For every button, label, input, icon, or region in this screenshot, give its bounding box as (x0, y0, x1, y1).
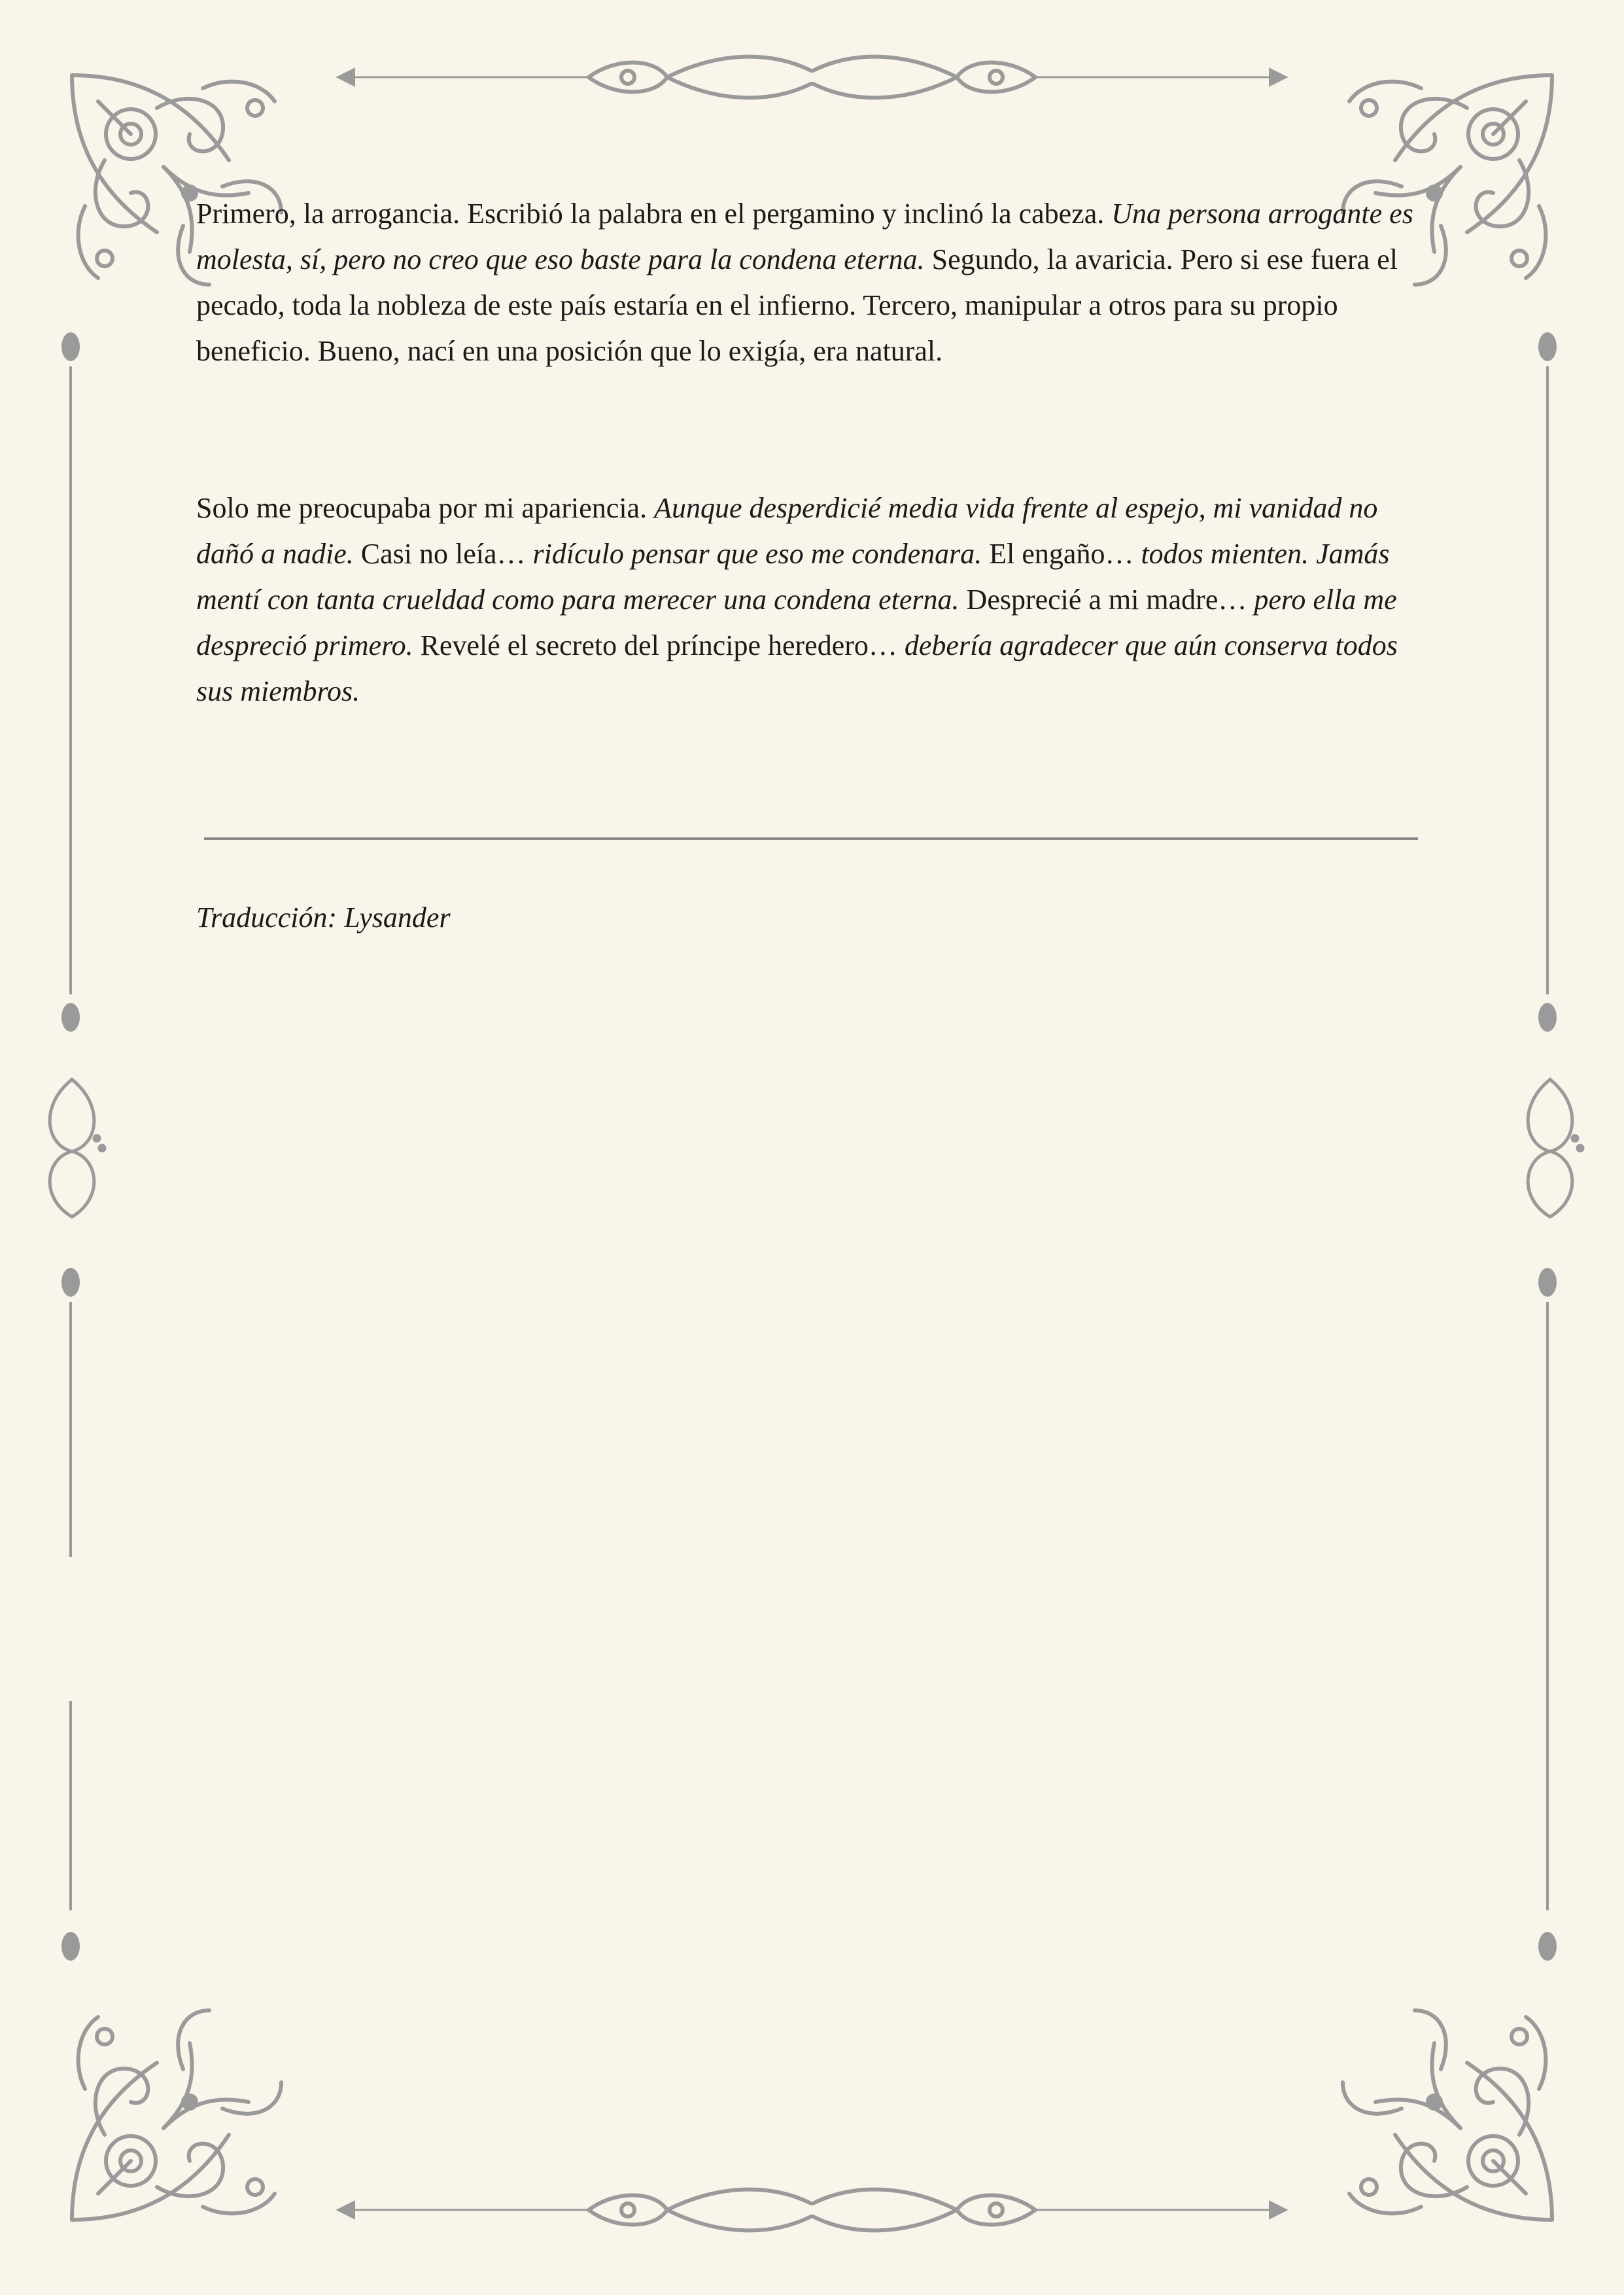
text-run: Primero, la arrogancia. Escribió la palabra en el pergamino y inclinó la cabeza. (196, 198, 1112, 230)
top-flourish-right (813, 57, 1284, 98)
document-body (196, 191, 1426, 714)
italic-run: ridículo pensar que eso me condenara. (532, 538, 982, 570)
translator-credit: Traducción: Lysander (196, 902, 451, 934)
italic-run: Aunque desperdicié media vida frente al espejo, mi vanidad no dañó a nadie. (196, 492, 1378, 570)
bottom-flourish-right (813, 2190, 1284, 2231)
side-scroll-right (1528, 1079, 1583, 1217)
italic-run: Una persona arrogante es molesta, sí, pero no creo que eso baste para la condena eterna. (196, 198, 1413, 275)
text-run: Solo me preocupaba por mi apariencia. (196, 492, 655, 524)
corner-ornament-bottom-left (72, 2010, 281, 2220)
horizontal-divider (204, 837, 1418, 840)
side-scroll-left (50, 1079, 105, 1217)
text-run: Revelé el secreto del príncipe heredero… (413, 629, 905, 661)
text-run: El engaño… (982, 538, 1141, 570)
text-run: Desprecié a mi madre… (959, 584, 1254, 616)
italic-run: todos mienten. Jamás mentí con tanta crueldad como para merecer una condena eterna. (196, 538, 1390, 616)
text-run: Segundo, la avaricia. Pero si ese fuera el pecado, toda la nobleza de este país estaría en el infierno. Tercero, manipular a otros para su propio beneficio. Bueno, nací en una posición que lo exigía, era natural. (196, 243, 1398, 367)
paragraph-2 (196, 485, 1426, 714)
italic-run: pero ella me despreció primero. (196, 584, 1397, 661)
text-run: Casi no leía… (353, 538, 533, 570)
bottom-flourish-left (340, 2190, 811, 2231)
corner-ornament-bottom-right (1343, 2010, 1552, 2220)
paragraph-1 (196, 191, 1426, 374)
italic-run: debería agradecer que aún conserva todos sus miembros. (196, 629, 1398, 707)
top-flourish-left (340, 57, 811, 98)
